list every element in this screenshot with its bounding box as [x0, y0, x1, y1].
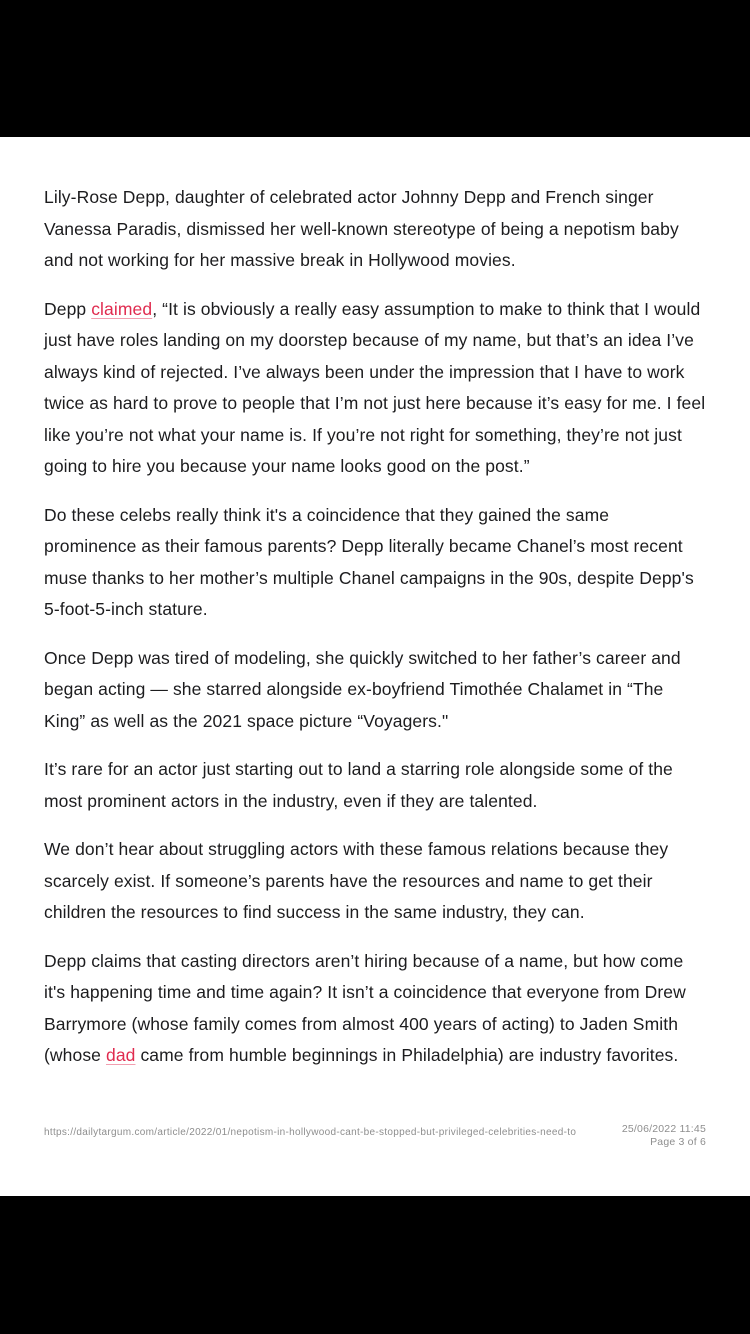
- paragraph-text: It’s rare for an actor just starting out to land a starring role alongside some of the most prominent actors in the industry, even if they are talented.: [44, 759, 673, 811]
- top-letterbox: [0, 0, 750, 137]
- article-paragraph: [44, 182, 706, 277]
- page-indicator: Page 3 of 6: [650, 1136, 706, 1148]
- article-paragraph: [44, 834, 706, 929]
- print-datetime: 25/06/2022 11:45: [621, 1123, 706, 1135]
- bottom-letterbox: [0, 1196, 750, 1334]
- paragraph-text: Do these celebs really think it's a coincidence that they gained the same prominence as their famous parents? Depp literally became Chanel’s most recent muse thanks to her mother’s multiple Chanel campaigns in the 90s, despite Depp's 5-foot-5-inch stature.: [44, 504, 694, 619]
- article-paragraph: [44, 643, 706, 738]
- article-paragraph: [44, 294, 706, 483]
- footer-meta: [622, 1123, 706, 1149]
- paragraph-text: We don’t hear about struggling actors with these famous relations because they scarcely exist. If someone’s parents have the resources and name to get their children the resources to find success in the same industry, they can.: [44, 839, 669, 922]
- article-paragraph: [44, 946, 706, 1072]
- paragraph-text: came from humble beginnings in Philadelphia) are industry favorites.: [135, 1045, 679, 1065]
- paragraph-text: Depp claims that casting directors aren’t hiring because of a name, but how come it's happening time and time again? It isn’t a coincidence that everyone from Drew Barrymore (whose family comes from almost 400 years of acting) to Jaden Smith (whose: [44, 950, 686, 1065]
- document-page: [0, 137, 750, 1196]
- paragraph-text: Lily-Rose Depp, daughter of celebrated actor Johnny Depp and French singer Vanessa Paradis, dismissed her well-known stereotype of being a nepotism baby and not working for her massive break in Hollywood movies.: [44, 187, 679, 270]
- page-footer: [44, 1123, 706, 1149]
- inline-link[interactable]: dad: [105, 1045, 136, 1065]
- source-url: https://dailytargum.com/article/2022/01/nepotism-in-hollywood-cant-be-stopped-but-privileged-celebrities-need-to: [44, 1127, 577, 1138]
- article-body: [44, 182, 706, 1089]
- paragraph-text: Once Depp was tired of modeling, she quickly switched to her father’s career and began acting — she starred alongside ex-boyfriend Timothée Chalamet in “The King” as well as the 2021 space picture “Voyagers.": [44, 647, 681, 731]
- paragraph-text: , “It is obviously a really easy assumption to make to think that I would just have roles landing on my doorstep because of my name, but that’s an idea I’ve always kind of rejected. I’ve always been under the impression that I have to work twice as hard to prove to people that I’m not just here because it’s easy for me. I feel like you’re not what your name is. If you’re not right for something, they’re not just going to hire you because your name looks good on the post.”: [44, 298, 706, 476]
- article-paragraph: [44, 500, 706, 626]
- inline-link[interactable]: claimed: [91, 298, 153, 319]
- paragraph-text: Depp: [44, 298, 92, 319]
- article-paragraph: [44, 754, 706, 817]
